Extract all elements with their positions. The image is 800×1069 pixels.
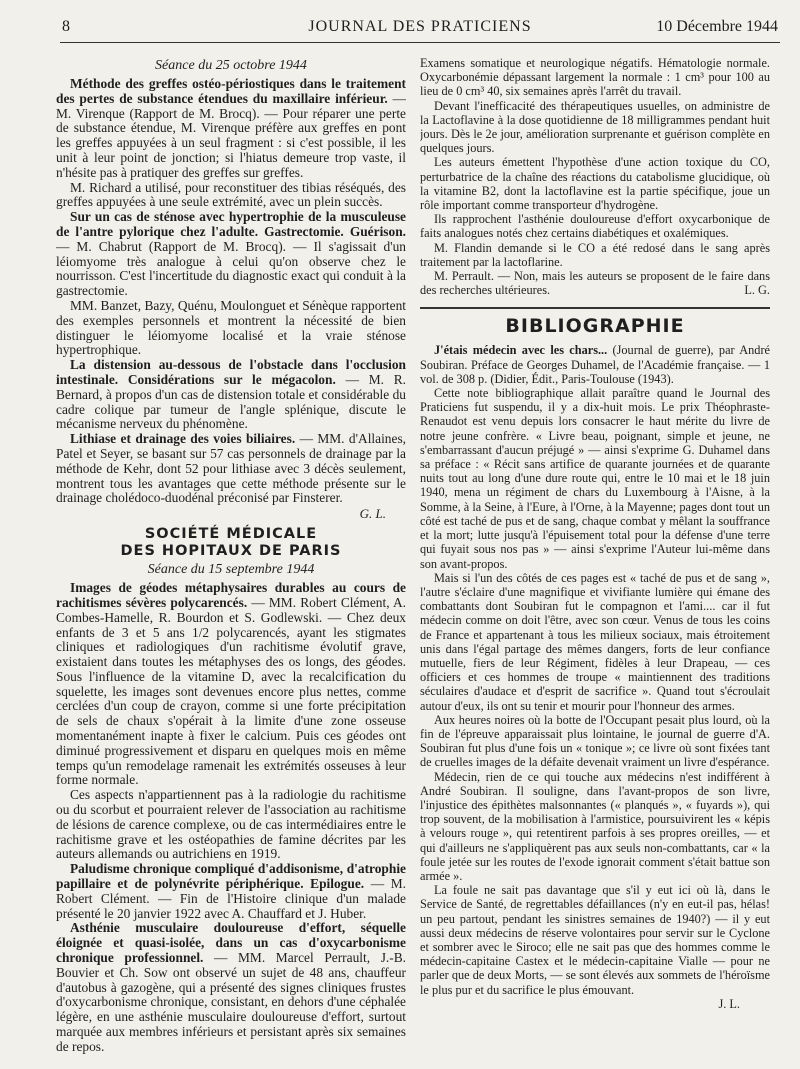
issue-date: 10 Décembre 1944 xyxy=(656,18,778,35)
article-text: — M. Chabrut (Rapport de M. Brocq). — Il s'agissait d'un léiomyome très analogue à celui qu'on observe chez le nourrisson. C'est l'incertitude du diagnostic exact qui conduit à la gastrectomie. xyxy=(56,238,406,299)
book-reference xyxy=(420,343,770,386)
article-paragraph xyxy=(56,432,406,506)
section-heading: SOCIÉTÉ MÉDICALE DES HOPITAUX DE PARIS xyxy=(120,526,342,560)
article-text: M. Perrault. — Non, mais les auteurs se proposent de le faire dans des recherches ultérieures. xyxy=(420,269,770,298)
article-paragraph: Ils rapprochent l'asthénie douloureuse d'effort oxycarbonique de faits analogues notés chez certains diabétiques et oxalémiques. xyxy=(420,212,770,241)
review-paragraph: Médecin, rien de ce qui touche aux médecins n'est indifférent à André Soubiran. Il souligne, dans l'avant-propos de son livre, l'injustice des épithètes malsonnantes (« planqués », « fuyards »), qui trop souvent, de la mobilisation à l'armistice, poursuivirent les « képis à velours rouge », qui retentirent parfois à ses propres oreilles, — et qui d'ailleurs ne s'appliquèrent pas aux seuls non-combattants, car « la foule jetée sur les routes de l'exode ignorait comment s'était battue son armée ». xyxy=(420,769,770,883)
article-paragraph: M. Flandin demande si le CO a été redosé dans le sang après traitement par la lactoflarine. xyxy=(420,240,770,269)
article-title: La distension au-dessous de l'obstacle dans l'occlusion intestinale. Considérations sur le mégacolon. xyxy=(56,357,406,387)
article-text: — M. Virenque (Rapport de M. Brocq). — Pour réparer une perte de substance étendue, M. Virenque préfère aux greffes en pont les greffes appuyées à un seul fragment : si c'est possible, il les unit à leur point de jonction; si l'hiatus demeure trop vaste, il n'hésite pas à pratiquer des greffes sur greffes. xyxy=(56,90,406,180)
article-paragraph: Les auteurs émettent l'hypothèse d'une action toxique du CO, perturbatrice de la chaîne des réactions du catabolisme glucidique, où la vitamine B2, dont la lactoflavine est la partie spécifique, joue un rôle important comme transporteur d'hydrogène. xyxy=(420,155,770,213)
book-title: J'étais médecin avec les chars... xyxy=(434,343,608,358)
article-title: Images de géodes métaphysaires durables au cours de rachitismes sévères polycarencés. xyxy=(56,580,406,610)
book-details: (Journal de guerre), par André Soubiran. Préface de Georges Duhamel, de l'Académie française. — 1 vol. de 308 p. (Didier, Édit., Paris-Toulouse (1943). xyxy=(420,343,770,386)
author-initials: J. L. xyxy=(718,996,740,1011)
article-paragraph xyxy=(56,77,406,181)
review-paragraph: Cette note bibliographique allait paraître quand le Journal des Praticiens fut suspendu, il y a dix-huit mois. Le prix Théophraste-Renaudot est venu depuis lors consacrer le haut mérite du livre de notre jeune confrère. « Livre beau, poignant, simple et jeune, ne s'embarrassant d'aucun préjugé » — ainsi s'exprime G. Duhamel dans sa préface : « Récit sans artifice de quarante journées et de quarante nuits tout au long d'une dure route qui, entre le 10 mai et le 18 juin 1940, mena un régiment de chars du Luxembourg à l'Aisne, à la Somme, à la Seine, à l'Eure, à l'Orne, à la Mayenne; pages dont tout un côté est taché de pus et de sang, chaque combat y mêlant la souffrance et la mort; lutte jusqu'à l'épuisement total pour la défense d'une terre qui fuyait sous nos pas » — ainsi s'exprime l'Auteur lui-même dans son avant-propos. xyxy=(420,386,770,571)
page-header xyxy=(60,12,780,43)
article-paragraph xyxy=(56,862,406,921)
review-paragraph: Mais si l'un des côtés de ces pages est « taché de pus et de sang », l'autre s'éclaire d'une magnifique et vivifiante lumière qui émane des combattants dont Soubiran fut le compagnon et l'ami.... car il fut médecin comme on doit l'être, avec son cœur. Venus de tous les coins de France et appartenant à tous les milieux sociaux, mais étroitement unis dans l'égal partage des mêmes dangers, forts de leur confiance mutuelle, fiers de leur Régiment, fidèles à leur Drapeau, — ces officiers et ces hommes de troupe « maintiennent des traditions séculaires d'audace et d'esprit de sacrifice ». Quand tout s'écroulait autour d'eux, ils ont su tenir et mourir pour l'honneur des armes. xyxy=(420,570,770,713)
article-paragraph xyxy=(56,921,406,1054)
section-divider xyxy=(420,307,770,309)
page-number: 8 xyxy=(62,18,70,35)
article-text: — MM. Marcel Perrault, J.-B. Bouvier et Ch. Sow ont observé un sujet de 48 ans, chauffeur d'autobus à gazogène, qui a présenté des signes cliniques frustes d'oxycarbonisme chronique, consistant, en dehors d'une céphalée légère, en une asthénie musculaire douloureuse d'effort, surtout marquée aux membres inférieurs et persistant après six semaines de repos. xyxy=(56,950,406,1054)
article-paragraph: Devant l'inefficacité des thérapeutiques usuelles, on administre de la Lactoflavine à la dose quotidienne de 18 milligrammes pendant huit jours. Dès le 2e jour, amélioration surprenante et guérison complète en quelques jours. xyxy=(420,98,770,156)
article-title: Sur un cas de sténose avec hypertrophie de la musculeuse de l'antre pylorique chez l'adulte. Gastrectomie. Guérison. xyxy=(56,209,406,239)
article-text: — MM. Robert Clément, A. Combes-Hamelle, R. Bourdon et S. Godlewski. — Chez deux enfants de 3 et 5 ans 1/2 polycarencés, ayant les stigmates cliniques et radiologiques d'un rachitisme évolutif grave, existaient dans toutes les métaphyses des os longs, des géodes. Sous l'influence de la vitamine D, avec la recalcification du squelette, les images sont devenues encore plus nettes, comme cerclées d'un coup de crayon, comme si une forte précipitation de sels de chaux s'opérait à la limite d'une zone osseuse momentanément inapte à fixer le calcium. Puis ces géodes ont diminué progressivement et disparu en quelques mois en même temps qu'un remodelage ramenait les extrémités osseuses à leur forme normale. xyxy=(56,594,406,788)
article-text: — MM. d'Allaines, Patel et Seyer, se basant sur 57 cas personnels de drainage par la méthode de Kehr, dont 52 pour lithiase avec 3 décès seulement, montrent tous les avantages que cette méthode présente sur le drainage cholédoco-duodénal préconisé par Finsterer. xyxy=(56,431,406,506)
article-paragraph xyxy=(56,358,406,432)
author-initials: G. L. xyxy=(359,506,386,522)
article-paragraph: Examens somatique et neurologique négatifs. Hématologie normale. Oxycarbonémie dépassant largement la normale : 1 cm³ pour 100 au lieu de 0 cm³ 40, six semaines après l'arrêt du travail. xyxy=(420,56,770,99)
seance-heading: Séance du 25 octobre 1944 xyxy=(155,58,307,73)
left-column xyxy=(56,56,406,1061)
review-paragraph: Aux heures noires où la botte de l'Occupant pesait plus lourd, où la fin de l'épreuve apparaissait plus lointaine, le journal de guerre d'A. Soubiran fut plus d'une fois un « tonique »; ce livre où sont fixées tant de cruelles images de la défaite devenait vraiment un livre d'espérance. xyxy=(420,712,770,770)
article-paragraph xyxy=(56,210,406,299)
article-paragraph xyxy=(420,269,770,297)
article-text: — M. Robert Clément. — Fin de l'Histoire clinique d'un malade présenté le 20 janvier 1922 avec A. Chauffard et J. Huber. xyxy=(56,876,406,921)
article-title: Asthénie musculaire douloureuse d'effort, séquelle éloignée et quasi-isolée, dans un cas d'oxycarbonisme chronique professionnel. xyxy=(56,920,406,966)
journal-title: JOURNAL DES PRATICIENS xyxy=(308,18,532,35)
article-paragraph xyxy=(56,581,406,788)
article-paragraph: Ces aspects n'appartiennent pas à la radiologie du rachitisme ou du scorbut et pourraient relever de l'association au rachitisme de lésions de carence complexe, ou de cas intermédiaires entre le rachitisme grave et les ostéopathies de famine décrites par les auteurs allemands ou autrichiens en 1919. xyxy=(56,787,406,862)
article-title: Méthode des greffes ostéo-périostiques dans le traitement des pertes de substance étendues du maxillaire inférieur. xyxy=(56,76,406,106)
article-paragraph: MM. Banzet, Bazy, Quénu, Moulonguet et Sénèque rapportent des exemples personnels et montrent la nécessité de bien distinguer le léiomyome localisé et la vraie sténose hypertrophique. xyxy=(56,297,406,358)
article-paragraph: M. Richard a utilisé, pour reconstituer des tibias réséqués, des greffes appuyées à une seule extrémité, avec un plein succès. xyxy=(56,179,406,210)
article-title: Paludisme chronique compliqué d'addisonisme, d'atrophie papillaire et de polynévrite périphérique. Epilogue. xyxy=(56,861,406,892)
author-initials: L. G. xyxy=(744,283,770,298)
seance-heading: Séance du 15 septembre 1944 xyxy=(147,562,315,578)
section-heading: BIBLIOGRAPHIE xyxy=(505,315,685,338)
article-title: Lithiase et drainage des voies biliaires. xyxy=(70,431,296,447)
review-paragraph: La foule ne sait pas davantage que s'il y eut ici où là, dans le Service de Santé, de regrettables défaillances (n'y en eut-il pas, hélas! un peu partout, pendant les sinistres semaines de 1940?) — il y eut aussi deux médecins de réserve volontaires pour servir sur le Cyclone et sombrer avec le Siroco; elle ne sait pas que des hommes comme le médecin-capitaine Castex et le médecin-capitaine Vialle — pour ne parler que de deux Morts, — se sont élevés aux sommets de l'héroïsme le plus pur et du sacrifice le plus émouvant. xyxy=(420,883,770,997)
article-text: — M. R. Bernard, à propos d'un cas de distension totale et considérable du cadre colique par tumeur de l'angle splénique, discute le mécanisme nerveux du phénomène. xyxy=(56,371,406,432)
right-column xyxy=(420,56,770,1061)
